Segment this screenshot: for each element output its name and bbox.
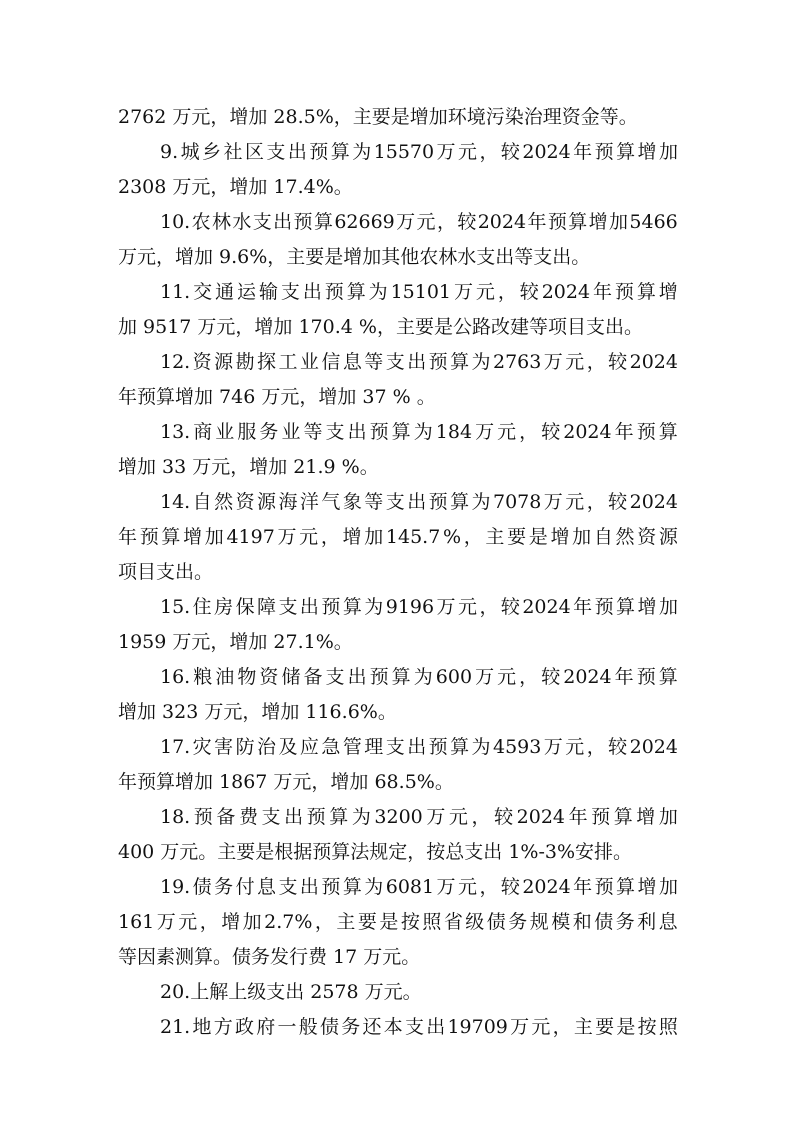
text-line: 年 预 算 增 加 4197 万 元 ， 增 加 145.7 % ， 主 要 是 增 加 自 然 资 源 xyxy=(118,526,678,548)
text-line: 10. 农 林 水 支 出 预 算 62669 万 元 ， 较 2024 年 预 算 增 加 5466 xyxy=(160,211,678,233)
text-line: 12. 资 源 勘 探 工 业 信 息 等 支 出 预 算 为 2763 万 元 ， 较 2024 xyxy=(160,351,678,373)
text-line: 9. 城 乡 社 区 支 出 预 算 为 15570 万 元 ， 较 2024 年 预 算 增 加 xyxy=(160,141,678,163)
text-line: 2308 万元，增加 17.4%。 xyxy=(118,176,353,198)
text-line: 161 万 元 ， 增 加 2.7% ， 主 要 是 按 照 省 级 债 务 规 模 和 债 务 利 息 xyxy=(118,911,678,933)
text-line: 项目支出。 xyxy=(118,561,214,583)
text-line: 17. 灾 害 防 治 及 应 急 管 理 支 出 预 算 为 4593 万 元 ， 较 2024 xyxy=(160,736,678,758)
text-line: 13. 商 业 服 务 业 等 支 出 预 算 为 184 万 元 ， 较 2024 年 预 算 xyxy=(160,421,678,443)
text-line: 14. 自 然 资 源 海 洋 气 象 等 支 出 预 算 为 7078 万 元 ， 较 2024 xyxy=(160,491,678,513)
text-line: 等因素测算。债务发行费 17 万元。 xyxy=(118,946,421,968)
text-line: 19. 债 务 付 息 支 出 预 算 为 6081 万 元 ， 较 2024 年 预 算 增 加 xyxy=(160,876,678,898)
text-line: 16. 粮 油 物 资 储 备 支 出 预 算 为 600 万 元 ， 较 2024 年 预 算 xyxy=(160,666,678,688)
text-line: 增加 33 万元，增加 21.9 %。 xyxy=(118,456,379,478)
text-line: 年预算增加 746 万元，增加 37 % 。 xyxy=(118,386,436,408)
text-line: 15. 住 房 保 障 支 出 预 算 为 9196 万 元 ， 较 2024 年 预 算 增 加 xyxy=(160,596,678,618)
text-line: 21. 地 方 政 府 一 般 债 务 还 本 支 出 19709 万 元 ， 主 要 是 按 照 xyxy=(160,1016,678,1038)
text-line: 万元，增加 9.6%，主要是增加其他农林水支出等支出。 xyxy=(118,246,591,268)
text-line: 2762 万元，增加 28.5%，主要是增加环境污染治理资金等。 xyxy=(118,106,638,128)
text-line: 11. 交 通 运 输 支 出 预 算 为 15101 万 元 ， 较 2024 年 预 算 增 xyxy=(160,281,678,303)
text-line: 年预算增加 1867 万元，增加 68.5%。 xyxy=(118,771,454,793)
text-line: 1959 万元，增加 27.1%。 xyxy=(118,631,353,653)
text-line: 增加 323 万元，增加 116.6%。 xyxy=(118,701,397,723)
text-line: 400 万元。主要是根据预算法规定，按总支出 1%-3%安排。 xyxy=(118,841,633,863)
text-line: 20.上解上级支出 2578 万元。 xyxy=(160,981,422,1003)
text-line: 加 9517 万元，增加 170.4 %，主要是公路改建等项目支出。 xyxy=(118,316,643,338)
text-line: 18. 预 备 费 支 出 预 算 为 3200 万 元 ， 较 2024 年 预 算 增 加 xyxy=(160,806,678,828)
document-body xyxy=(118,100,678,1045)
